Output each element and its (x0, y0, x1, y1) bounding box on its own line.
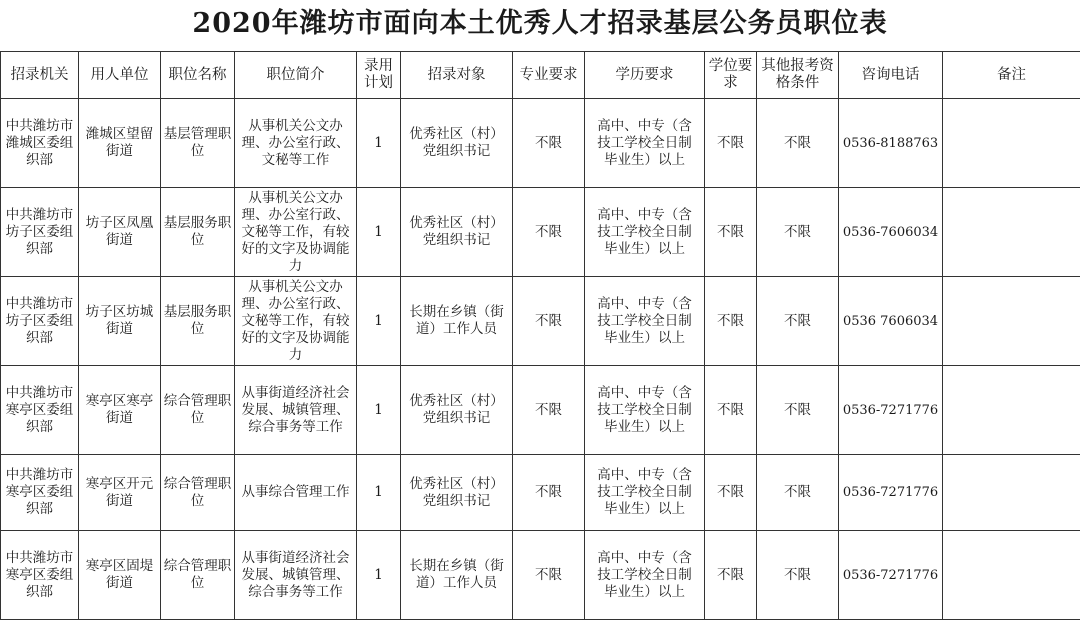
cell-phone: 0536 7606034 (839, 277, 943, 366)
cell-note (943, 188, 1080, 277)
table-row (1, 188, 1080, 277)
cell-target: 优秀社区（村）党组织书记 (401, 99, 513, 188)
cell-degree: 不限 (705, 531, 757, 620)
cell-plan: 1 (357, 277, 401, 366)
cell-major: 不限 (513, 531, 585, 620)
cell-phone: 0536-7271776 (839, 531, 943, 620)
cell-target: 长期在乡镇（街道）工作人员 (401, 277, 513, 366)
cell-degree: 不限 (705, 455, 757, 531)
cell-major: 不限 (513, 188, 585, 277)
table-row (1, 531, 1080, 620)
cell-other: 不限 (757, 366, 839, 455)
cell-note (943, 455, 1080, 531)
cell-position: 基层服务职位 (161, 188, 235, 277)
cell-plan: 1 (357, 531, 401, 620)
cell-position: 综合管理职位 (161, 366, 235, 455)
cell-unit: 坊子区凤凰街道 (79, 188, 161, 277)
cell-intro: 从事机关公文办理、办公室行政、文秘等工作 (235, 99, 357, 188)
cell-other: 不限 (757, 188, 839, 277)
cell-agency: 中共潍坊市坊子区委组织部 (1, 277, 79, 366)
cell-target: 长期在乡镇（街道）工作人员 (401, 531, 513, 620)
cell-phone: 0536-8188763 (839, 99, 943, 188)
header-target: 招录对象 (401, 52, 513, 99)
cell-unit: 寒亭区开元街道 (79, 455, 161, 531)
table-row (1, 366, 1080, 455)
cell-unit: 潍城区望留街道 (79, 99, 161, 188)
cell-education: 高中、中专（含技工学校全日制毕业生）以上 (585, 99, 705, 188)
cell-unit: 坊子区坊城街道 (79, 277, 161, 366)
header-agency: 招录机关 (1, 52, 79, 99)
cell-other: 不限 (757, 531, 839, 620)
cell-intro: 从事街道经济社会发展、城镇管理、综合事务等工作 (235, 531, 357, 620)
cell-other: 不限 (757, 455, 839, 531)
header-intro: 职位简介 (235, 52, 357, 99)
position-table (0, 51, 1080, 620)
header-degree: 学位要求 (705, 52, 757, 99)
cell-agency: 中共潍坊市坊子区委组织部 (1, 188, 79, 277)
cell-other: 不限 (757, 277, 839, 366)
cell-unit: 寒亭区寒亭街道 (79, 366, 161, 455)
cell-plan: 1 (357, 366, 401, 455)
header-plan: 录用计划 (357, 52, 401, 99)
cell-note (943, 99, 1080, 188)
cell-plan: 1 (357, 455, 401, 531)
cell-agency: 中共潍坊市寒亭区委组织部 (1, 531, 79, 620)
cell-agency: 中共潍坊市寒亭区委组织部 (1, 455, 79, 531)
cell-education: 高中、中专（含技工学校全日制毕业生）以上 (585, 366, 705, 455)
cell-intro: 从事街道经济社会发展、城镇管理、综合事务等工作 (235, 366, 357, 455)
cell-note (943, 277, 1080, 366)
cell-education: 高中、中专（含技工学校全日制毕业生）以上 (585, 531, 705, 620)
header-education: 学历要求 (585, 52, 705, 99)
header-note: 备注 (943, 52, 1080, 99)
cell-education: 高中、中专（含技工学校全日制毕业生）以上 (585, 277, 705, 366)
cell-agency: 中共潍坊市潍城区委组织部 (1, 99, 79, 188)
cell-major: 不限 (513, 366, 585, 455)
cell-note (943, 531, 1080, 620)
cell-phone: 0536-7271776 (839, 455, 943, 531)
cell-degree: 不限 (705, 277, 757, 366)
cell-phone: 0536-7271776 (839, 366, 943, 455)
cell-major: 不限 (513, 99, 585, 188)
cell-target: 优秀社区（村）党组织书记 (401, 188, 513, 277)
cell-degree: 不限 (705, 366, 757, 455)
header-major: 专业要求 (513, 52, 585, 99)
cell-major: 不限 (513, 455, 585, 531)
cell-degree: 不限 (705, 188, 757, 277)
cell-position: 综合管理职位 (161, 531, 235, 620)
cell-position: 基层服务职位 (161, 277, 235, 366)
cell-degree: 不限 (705, 99, 757, 188)
cell-plan: 1 (357, 188, 401, 277)
header-other: 其他报考资格条件 (757, 52, 839, 99)
cell-intro: 从事综合管理工作 (235, 455, 357, 531)
cell-education: 高中、中专（含技工学校全日制毕业生）以上 (585, 188, 705, 277)
cell-unit: 寒亭区固堤街道 (79, 531, 161, 620)
cell-intro: 从事机关公文办理、办公室行政、文秘等工作，有较好的文字及协调能力 (235, 277, 357, 366)
cell-note (943, 366, 1080, 455)
cell-other: 不限 (757, 99, 839, 188)
page-title: 2020年潍坊市面向本土优秀人才招录基层公务员职位表 (192, 8, 888, 39)
table-header-row (1, 52, 1080, 99)
cell-intro: 从事机关公文办理、办公室行政、文秘等工作，有较好的文字及协调能力 (235, 188, 357, 277)
cell-major: 不限 (513, 277, 585, 366)
cell-target: 优秀社区（村）党组织书记 (401, 366, 513, 455)
table-row (1, 99, 1080, 188)
table-row (1, 277, 1080, 366)
cell-plan: 1 (357, 99, 401, 188)
cell-target: 优秀社区（村）党组织书记 (401, 455, 513, 531)
cell-agency: 中共潍坊市寒亭区委组织部 (1, 366, 79, 455)
cell-position: 综合管理职位 (161, 455, 235, 531)
cell-education: 高中、中专（含技工学校全日制毕业生）以上 (585, 455, 705, 531)
header-phone: 咨询电话 (839, 52, 943, 99)
header-position: 职位名称 (161, 52, 235, 99)
cell-position: 基层管理职位 (161, 99, 235, 188)
table-row (1, 455, 1080, 531)
cell-phone: 0536-7606034 (839, 188, 943, 277)
header-unit: 用人单位 (79, 52, 161, 99)
